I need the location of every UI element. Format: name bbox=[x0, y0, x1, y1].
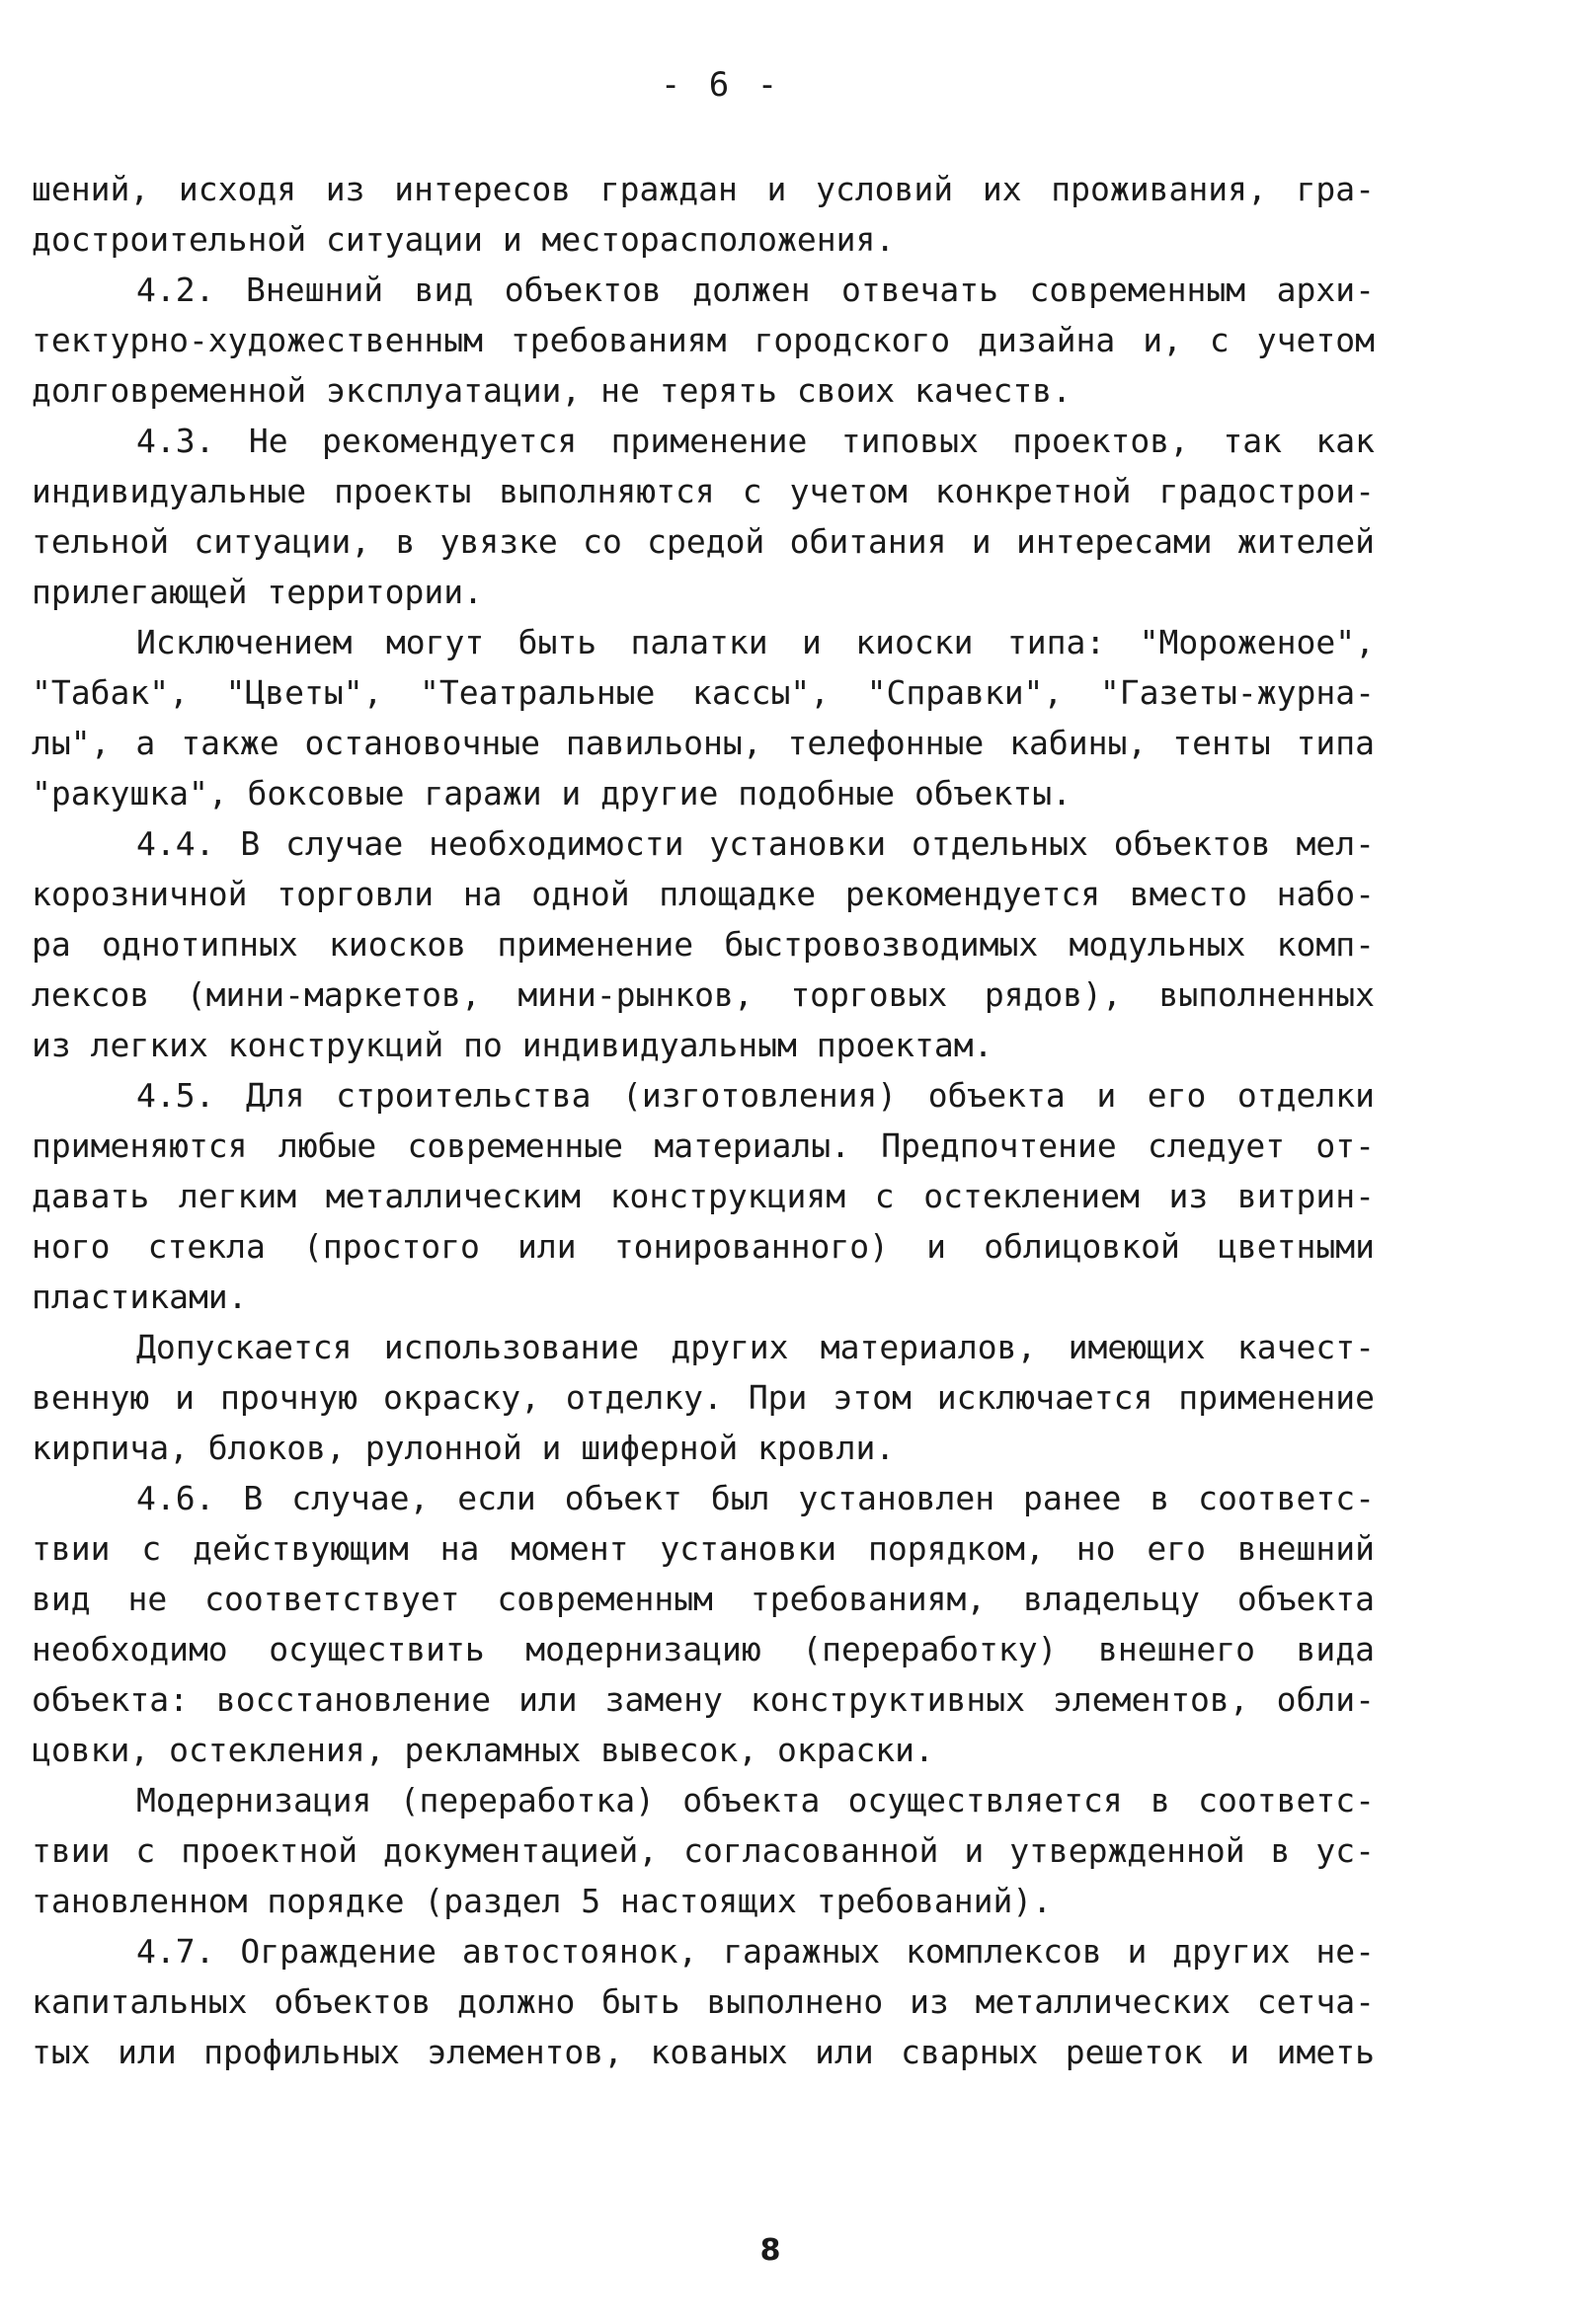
text-line: 4.6. В случае, если объект был установлен ранее в соответс- bbox=[136, 1479, 1375, 1517]
text-line: 4.3. Не рекомендуется применение типовых проектов, так как bbox=[136, 422, 1375, 460]
text-line: прилегающей территории. bbox=[32, 573, 483, 611]
text-line: "ракушка", боксовые гаражи и другие подобные объекты. bbox=[32, 774, 1072, 813]
text-line: 4.5. Для строительства (изготовления) объекта и его отделки bbox=[136, 1076, 1375, 1115]
text-line: ного стекла (простого или тонированного) и облицовкой цветными bbox=[32, 1227, 1375, 1266]
text-line: 4.7. Ограждение автостоянок, гаражных комплексов и других не- bbox=[136, 1932, 1375, 1971]
text-line: индивидуальные проекты выполняются с учетом конкретной градострои- bbox=[32, 472, 1375, 510]
text-line: тановленном порядке (раздел 5 настоящих требований). bbox=[32, 1882, 1053, 1920]
text-line: лы", а также остановочные павильоны, телефонные кабины, тенты типа bbox=[32, 724, 1375, 762]
text-line: тектурно-художественным требованиям городского дизайна и, с учетом bbox=[32, 321, 1375, 359]
text-line: шений, исходя из интересов граждан и условий их проживания, гра- bbox=[32, 170, 1375, 208]
text-line: из легких конструкций по индивидуальным проектам. bbox=[32, 1026, 993, 1064]
text-line: долговременной эксплуатации, не терять своих качеств. bbox=[32, 371, 1072, 410]
page-number-top: - 6 - bbox=[660, 65, 782, 105]
text-line: цовки, остекления, рекламных вывесок, окраски. bbox=[32, 1731, 934, 1769]
text-line: тельной ситуации, в увязке со средой обитания и интересами жителей bbox=[32, 522, 1375, 561]
text-line: 4.2. Внешний вид объектов должен отвечать современным архи- bbox=[136, 271, 1375, 309]
text-line: твии с проектной документацией, согласованной и утвержденной в ус- bbox=[32, 1831, 1375, 1870]
text-line: Исключением могут быть палатки и киоски типа: "Мороженое", bbox=[136, 623, 1375, 661]
text-line: достроительной ситуации и месторасположения. bbox=[32, 220, 896, 259]
text-line: необходимо осуществить модернизацию (переработку) внешнего вида bbox=[32, 1630, 1375, 1668]
text-line: применяются любые современные материалы. Предпочтение следует от- bbox=[32, 1126, 1375, 1165]
text-line: давать легким металлическим конструкциям с остеклением из витрин- bbox=[32, 1177, 1375, 1215]
text-line: "Табак", "Цветы", "Театральные кассы", "Справки", "Газеты-журна- bbox=[32, 673, 1375, 712]
document-body bbox=[32, 164, 1375, 2077]
text-line: твии с действующим на момент установки порядком, но его внешний bbox=[32, 1529, 1375, 1568]
text-line: Модернизация (переработка) объекта осуществляется в соответс- bbox=[136, 1781, 1375, 1820]
text-line: лексов (мини-маркетов, мини-рынков, торговых рядов), выполненных bbox=[32, 975, 1375, 1014]
page-number-bottom: 8 bbox=[759, 2233, 781, 2268]
text-line: 4.4. В случае необходимости установки отдельных объектов мел- bbox=[136, 824, 1375, 863]
text-line: корозничной торговли на одной площадке рекомендуется вместо набо- bbox=[32, 875, 1375, 913]
text-line: вид не соответствует современным требованиям, владельцу объекта bbox=[32, 1580, 1375, 1618]
text-line: объекта: восстановление или замену конструктивных элементов, обли- bbox=[32, 1680, 1375, 1719]
text-line: ра однотипных киосков применение быстровозводимых модульных комп- bbox=[32, 925, 1375, 964]
text-line: тых или профильных элементов, кованых или сварных решеток и иметь bbox=[32, 2033, 1375, 2071]
text-line: капитальных объектов должно быть выполнено из металлических сетча- bbox=[32, 1982, 1375, 2021]
text-line: кирпича, блоков, рулонной и шиферной кровли. bbox=[32, 1429, 896, 1467]
text-line: пластиками. bbox=[32, 1278, 248, 1316]
text-line: венную и прочную окраску, отделку. При этом исключается применение bbox=[32, 1378, 1375, 1417]
text-line: Допускается использование других материалов, имеющих качест- bbox=[136, 1328, 1375, 1366]
